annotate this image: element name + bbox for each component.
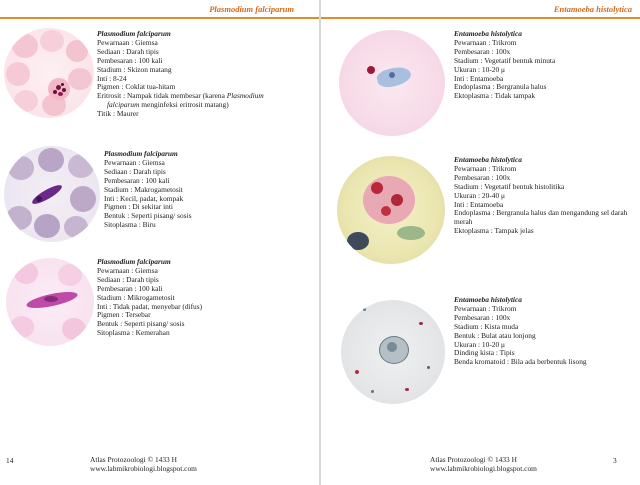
entry-title: Entamoeba histolytica — [454, 295, 522, 304]
entry-line: Titik : Maurer — [97, 109, 139, 119]
entry-line: Bentuk : Seperti pisang/ sosis — [104, 211, 192, 221]
entry-minuta — [454, 30, 639, 101]
entry-line: Endoplasma : Bergranula halus dan mengandung sel darah merah — [454, 208, 628, 227]
entry-line: Benda kromatoid : Bila ada berbentuk lisong — [454, 357, 587, 367]
right-header-title: Entamoeba histolytica — [553, 4, 632, 14]
left-footer — [90, 456, 197, 474]
footer-url: www.labmikrobiologi.blogspot.com — [430, 463, 537, 473]
entry-line: Inti : 8-24 — [97, 73, 127, 83]
entry-line: Pewarnaan : Giemsa — [104, 157, 165, 167]
entry-line: Pewarnaan : Trikrom — [454, 37, 517, 47]
micrograph-schizont — [4, 28, 94, 118]
entry-line: Pembesaran : 100x — [454, 46, 511, 56]
entry-line: Pembesaran : 100x — [454, 312, 511, 322]
entry-line: Bentuk : Seperti pisang/ sosis — [97, 319, 185, 329]
left-page-number: 14 — [6, 456, 14, 465]
micrograph-minuta — [339, 30, 445, 136]
right-page-number: 3 — [613, 456, 617, 465]
left-header-rule — [0, 17, 319, 19]
micrograph-kista-muda — [341, 300, 445, 404]
entry-line: Ektoplasma : Tidak tampak — [454, 91, 536, 101]
micrograph-macrogametocyte — [4, 146, 100, 242]
entry-kista-muda — [454, 296, 639, 367]
entry-line: Pewarnaan : Trikrom — [454, 163, 517, 173]
footer-url: www.labmikrobiologi.blogspot.com — [90, 463, 197, 473]
entry-line: Inti : Kecil, padat, kompak — [104, 193, 184, 203]
entry-line-eritrosit: Eritrosit : Nampak tidak membesar (karena Plasmodium — [97, 91, 264, 101]
entry-line: Inti : Entamoeba — [454, 199, 504, 209]
entry-line: Bentuk : Bulat atau lonjong — [454, 330, 536, 340]
entry-title: Entamoeba histolytica — [454, 155, 522, 164]
entry-line: Pembesaran : 100 kali — [104, 175, 170, 185]
entry-line: Pembesaran : 100x — [454, 172, 511, 182]
entry-line: Stadium : Kista muda — [454, 321, 519, 331]
entry-line: Sediaan : Darah tipis — [104, 166, 166, 176]
entry-line: Stadium : Makrogametosit — [104, 184, 183, 194]
entry-line: Pigmen : Coklat tua-hitam — [97, 82, 176, 92]
entry-histolitika — [454, 156, 639, 236]
entry-line: Stadium : Skizon matang — [97, 64, 172, 74]
entry-line-eritrosit-cont: falciparum menginfeksi eritrosit matang) — [107, 100, 229, 110]
entry-line: Pembesaran : 100 kali — [97, 283, 163, 293]
entry-line: Pigmen : Di sekitar inti — [104, 202, 173, 212]
entry-line: Pewarnaan : Giemsa — [97, 265, 158, 275]
entry-line: Dinding kista : Tipis — [454, 348, 515, 358]
entry-line: Stadium : Mikrogametosit — [97, 292, 175, 302]
micrograph-microgametocyte — [6, 258, 94, 346]
left-header-title: Plasmodium falciparum — [209, 4, 294, 14]
footer-title: Atlas Protozoologi © 1433 H — [90, 455, 177, 464]
entry-line: Inti : Tidak padat, menyebar (difus) — [97, 301, 203, 311]
entry-schizont — [97, 30, 312, 119]
entry-title: Entamoeba histolytica — [454, 29, 522, 38]
entry-line: Pewarnaan : Trikrom — [454, 303, 517, 313]
entry-title: Plasmodium falciparum — [97, 29, 171, 38]
entry-line: Pigmen : Tersebar — [97, 310, 151, 320]
entry-title: Plasmodium falciparum — [104, 149, 178, 158]
entry-macrogametocyte — [104, 150, 314, 230]
entry-line: Ektoplasma : Tampak jelas — [454, 226, 534, 236]
entry-line: Sediaan : Darah tipis — [97, 274, 159, 284]
entry-title: Plasmodium falciparum — [97, 257, 171, 266]
left-page — [0, 0, 319, 485]
entry-line: Endoplasma : Bergranula halus — [454, 82, 547, 92]
entry-line: Stadium : Vegetatif bentuk histolitika — [454, 181, 565, 191]
entry-line: Pembesaran : 100 kali — [97, 55, 163, 65]
entry-microgametocyte — [97, 258, 312, 338]
entry-line: Ukuran : 10-20 μ — [454, 64, 505, 74]
footer-title: Atlas Protozoologi © 1433 H — [430, 455, 517, 464]
entry-line: Sediaan : Darah tipis — [97, 46, 159, 56]
entry-line: Ukuran : 20-40 μ — [454, 190, 505, 200]
entry-line: Sitoplasma : Kemerahan — [97, 328, 170, 338]
entry-line: Pewarnaan : Giemsa — [97, 37, 158, 47]
entry-line: Sitoplasma : Biru — [104, 220, 156, 230]
entry-line: Ukuran : 10-20 μ — [454, 339, 505, 349]
entry-line: Inti : Entamoeba — [454, 73, 504, 83]
entry-line: Stadium : Vegetatif bentuk minuta — [454, 55, 556, 65]
micrograph-histolitika — [337, 156, 445, 264]
right-footer — [430, 456, 537, 474]
right-page — [321, 0, 640, 485]
right-header-rule — [321, 17, 640, 19]
